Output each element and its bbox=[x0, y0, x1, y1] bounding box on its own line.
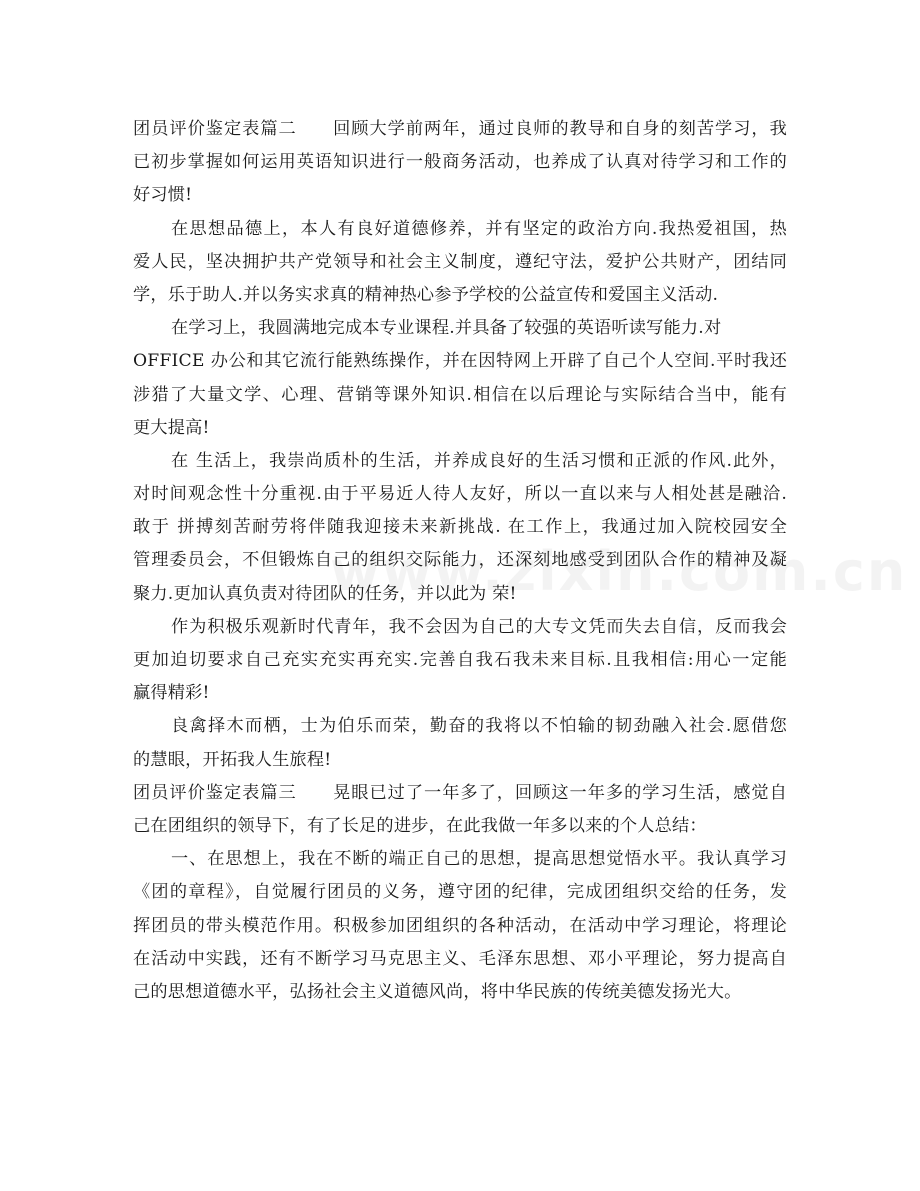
text-line: OFFICE 办公和其它流行能熟练操作，并在因特网上开辟了自己个人空间.平时我还 bbox=[133, 351, 787, 372]
text-line: 《团的章程》，自觉履行团员的义务，遵守团的纪律，完成团组织交给的任务，发 bbox=[133, 882, 787, 903]
text-line: 挥团员的带头模范作用。积极参加团组织的各种活动，在活动中学习理论，将理论 bbox=[133, 915, 787, 936]
text-line: 在思想品德上，本人有良好道德修养，并有坚定的政治方向.我热爱祖国，热 bbox=[171, 218, 787, 239]
text-line: 的慧眼，开拓我人生旅程! bbox=[133, 749, 332, 770]
text-line: 在 生活上，我崇尚质朴的生活，并养成良好的生活习惯和正派的作风.此外， bbox=[171, 450, 787, 471]
text-line: 一、在思想上，我在不断的端正自己的思想，提高思想觉悟水平。我认真学习 bbox=[171, 849, 787, 870]
text-line: 在活动中实践，还有不断学习马克思主义、毛泽东思想、邓小平理论，努力提高自 bbox=[133, 948, 787, 969]
text-line: 涉猎了大量文学、心理、营销等课外知识.相信在以后理论与实际结合当中，能有 bbox=[133, 384, 787, 405]
text-line: 在学习上，我圆满地完成本专业课程.并具备了较强的英语听读写能力.对 bbox=[171, 318, 722, 339]
text-line: 对时间观念性十分重视.由于平易近人待人友好，所以一直以来与人相处甚是融洽. bbox=[133, 484, 787, 505]
text-line: 管理委员会，不但锻炼自己的组织交际能力，还深刻地感受到团队合作的精神及凝 bbox=[133, 550, 787, 571]
text-line: 已初步掌握如何运用英语知识进行一般商务活动，也养成了认真对待学习和工作的 bbox=[133, 152, 787, 173]
text-line: 团员评价鉴定表篇二 回顾大学前两年，通过良师的教导和自身的刻苦学习，我 bbox=[133, 119, 787, 139]
text-line: 作为积极乐观新时代青年，我不会因为自己的大专文凭而失去自信，反而我会 bbox=[171, 616, 787, 637]
text-line: 更大提高! bbox=[133, 417, 210, 438]
document-body bbox=[133, 113, 787, 1009]
text-line: 好习惯! bbox=[133, 185, 193, 206]
text-line: 敢于 拼搏刻苦耐劳将伴随我迎接未来新挑战. 在工作上，我通过加入院校园安全 bbox=[133, 517, 787, 538]
text-line: 己的思想道德水平，弘扬社会主义道德风尚，将中华民族的传统美德发扬光大。 bbox=[133, 981, 742, 1002]
text-line: 爱人民，坚决拥护共产党领导和社会主义制度，遵纪守法，爱护公共财产，团结同 bbox=[133, 251, 787, 272]
text-line: 赢得精彩! bbox=[133, 683, 210, 704]
text-line: 更加迫切要求自己充实充实再充实.完善自我石我未来目标.且我相信:用心一定能 bbox=[133, 650, 787, 670]
text-line: 良禽择木而栖，士为伯乐而荣，勤奋的我将以不怕输的韧劲融入社会.愿借您 bbox=[171, 716, 787, 737]
text-line: 聚力.更加认真负责对待团队的任务，并以此为 荣! bbox=[133, 583, 517, 604]
text-line: 己在团组织的领导下，有了长足的进步，在此我做一年多以来的个人总结： bbox=[133, 815, 707, 836]
text-line: 学，乐于助人.并以务实求真的精神热心参予学校的公益宣传和爱国主义活动. bbox=[133, 284, 719, 305]
text-line: 团员评价鉴定表篇三 晃眼已过了一年多了，回顾这一年多的学习生活，感觉自 bbox=[133, 782, 787, 803]
